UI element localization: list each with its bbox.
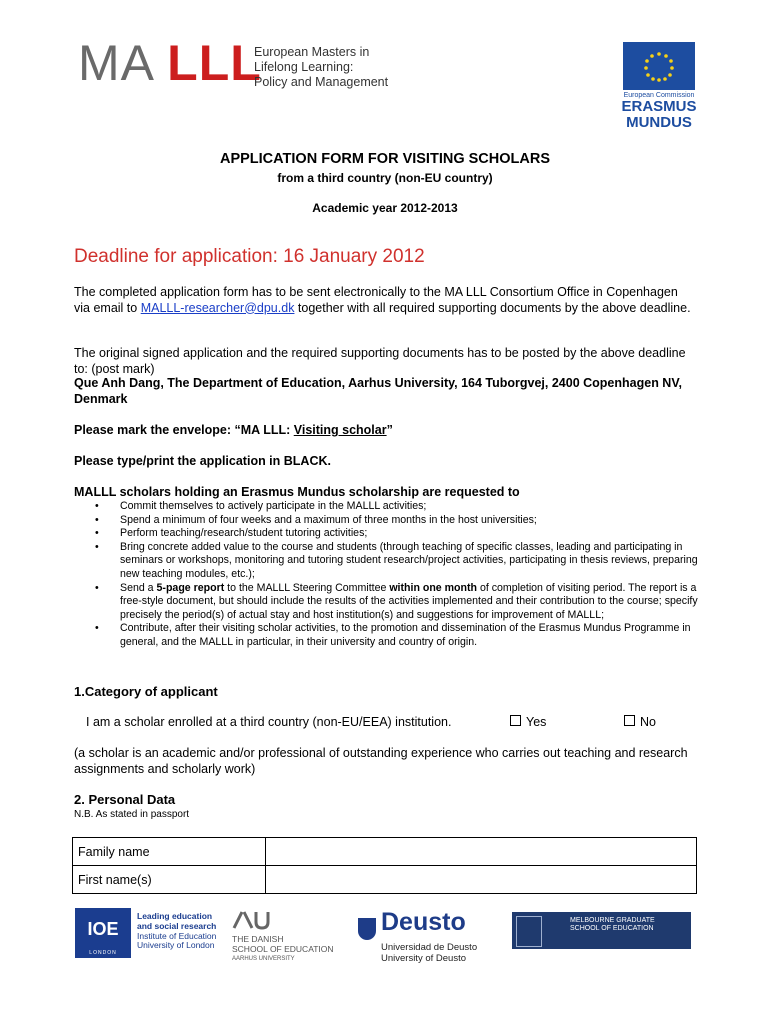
mundus-line: MUNDUS — [626, 114, 692, 131]
logo-line: Policy and Management — [254, 75, 389, 89]
bullet-icon: • — [95, 540, 99, 553]
melbourne-logo — [512, 912, 691, 949]
list-item-text: to the MALLL Steering Committee — [224, 581, 390, 594]
ioe-line: Leading education — [137, 911, 213, 921]
envelope-text: Please mark the envelope: “MA LLL: — [74, 423, 294, 437]
list-item-bold: within one month — [389, 581, 477, 594]
melbourne-text — [570, 917, 655, 933]
personal-data-table — [72, 837, 697, 894]
malll-logo — [78, 35, 262, 91]
list-item-text: of completion of visiting period. The report is a free-style document, but should include the results of the activities implemented and their contribution to the course; specify precisely the period(s) of actual stay and host institution(s) and suggestions for improvement of MALLL; — [120, 581, 698, 621]
passport-note: N.B. As stated in passport — [74, 809, 190, 820]
dpu-logo-icon — [232, 908, 272, 935]
bullet-icon: • — [95, 513, 99, 526]
erasmus-line: ERASMUS — [621, 98, 697, 115]
logo-line: Lifelong Learning: — [254, 60, 354, 74]
academic-year: Academic year 2012-2013 — [312, 201, 458, 215]
envelope-note — [74, 423, 694, 439]
bullet-icon: • — [95, 527, 99, 540]
deusto-logo: Deusto — [381, 908, 466, 936]
ioe-sub: LONDON — [89, 950, 117, 956]
melbourne-line: SCHOOL OF EDUCATION — [570, 925, 654, 932]
eu-caption: European Commission — [623, 92, 695, 99]
first-name-label: First name(s) — [73, 866, 266, 894]
logo-ma: MA — [78, 35, 153, 91]
family-name-field[interactable] — [266, 838, 697, 866]
ioe-line: University of London — [137, 940, 215, 951]
list-item-text: Spend a minimum of four weeks and a maximum of three months in the host universities; — [120, 513, 537, 526]
personal-data-heading: 2. Personal Data — [74, 792, 176, 807]
form-subtitle: from a third country (non-EU country) — [277, 171, 493, 185]
table-row — [73, 866, 697, 894]
logo-line: European Masters in — [254, 45, 370, 59]
scholars-heading: MALLL scholars holding an Erasmus Mundus scholarship are requested to — [74, 485, 520, 499]
ioe-text — [137, 912, 216, 951]
deusto-shield-icon — [358, 918, 376, 940]
print-note: Please type/print the application in BLACK. — [74, 454, 331, 468]
logo-subtitle — [254, 45, 388, 90]
ioe-line: and social research — [137, 920, 217, 931]
email-link[interactable]: MALLL-researcher@dpu.dk — [140, 300, 295, 315]
yes-checkbox[interactable] — [510, 715, 521, 726]
no-option[interactable] — [624, 715, 656, 729]
family-name-label: Family name — [73, 838, 266, 866]
no-checkbox[interactable] — [624, 715, 635, 726]
list-item-text: Commit themselves to actively participate in the MALLL activities; — [120, 500, 427, 512]
table-row — [73, 838, 697, 866]
list-item — [92, 514, 702, 528]
list-item-text: Perform teaching/research/student tutoring activities; — [120, 527, 368, 540]
form-title: APPLICATION FORM FOR VISITING SCHOLARS — [219, 151, 550, 167]
deusto-text — [381, 943, 477, 964]
melbourne-line: MELBOURNE GRADUATE — [570, 917, 655, 924]
ioe-mark: IOE — [87, 919, 119, 939]
no-label: No — [640, 715, 656, 729]
yes-label: Yes — [526, 715, 547, 729]
postal-instructions: The original signed application and the required supporting documents has to be posted by the above deadline to: (post mark) — [74, 346, 686, 376]
bullet-icon: • — [95, 622, 99, 635]
list-item-text: Send a — [120, 581, 157, 594]
bullet-icon: • — [95, 500, 99, 512]
postal-address: Que Anh Dang, The Department of Education, Aarhus University, 164 Tuborgvej, 2400 Copenhagen NV, Denmark — [74, 376, 682, 406]
list-item — [92, 622, 702, 649]
ioe-logo — [75, 908, 131, 958]
list-item — [92, 541, 702, 582]
envelope-underlined: Visiting scholar — [293, 423, 387, 437]
list-item — [92, 582, 702, 623]
melbourne-crest-icon — [516, 916, 542, 947]
requirements-list — [92, 500, 702, 650]
deadline-heading: Deadline for application: 16 January 2012 — [74, 246, 425, 267]
list-item — [92, 500, 702, 514]
scholar-definition: (a scholar is an academic and/or professional of outstanding experience who carries out teaching and research assignments and scholarly work) — [74, 746, 688, 776]
dpu-line: SCHOOL OF EDUCATION — [232, 944, 334, 954]
logo-lll: LLL — [167, 35, 262, 91]
category-statement: I am a scholar enrolled at a third country (non-EU/EEA) institution. — [86, 715, 452, 729]
list-item-text: Bring concrete added value to the course and students (through teaching of specific classes, leading and participating in seminars or workshops, monitoring and tutoring student research/project activities, participating in thesis reviews, preparing new teaching modules, etc.); — [120, 540, 698, 580]
list-item-bold: 5-page report — [156, 581, 225, 594]
eu-flag-icon — [623, 42, 695, 90]
yes-option[interactable] — [510, 715, 546, 729]
para1-text-end: together with all required supporting documents by the above deadline. — [294, 300, 691, 315]
deusto-line: University of Deusto — [381, 952, 467, 964]
deusto-line: Universidad de Deusto — [381, 942, 478, 953]
para1-text: The completed application form has to be sent electronically to the MA LLL Consortium Office in Copenhagen via email to — [74, 285, 678, 315]
dpu-line: AARHUS UNIVERSITY — [232, 956, 295, 962]
ioe-line: Institute of Education — [137, 930, 217, 941]
first-name-field[interactable] — [266, 866, 697, 894]
erasmus-mundus-logo — [620, 42, 698, 134]
list-item — [92, 527, 702, 541]
envelope-close: ” — [386, 423, 393, 437]
category-heading: 1.Category of applicant — [74, 684, 218, 699]
list-item-text: Contribute, after their visiting scholar activities, to the promotion and dissemination of the Erasmus Mundus Programme in general, and the MALLL in particular, in their university and country of origin. — [120, 622, 691, 648]
bullet-icon: • — [95, 581, 99, 594]
dpu-text — [232, 934, 334, 964]
dpu-line: THE DANISH — [232, 934, 284, 944]
submission-instructions — [74, 285, 694, 316]
